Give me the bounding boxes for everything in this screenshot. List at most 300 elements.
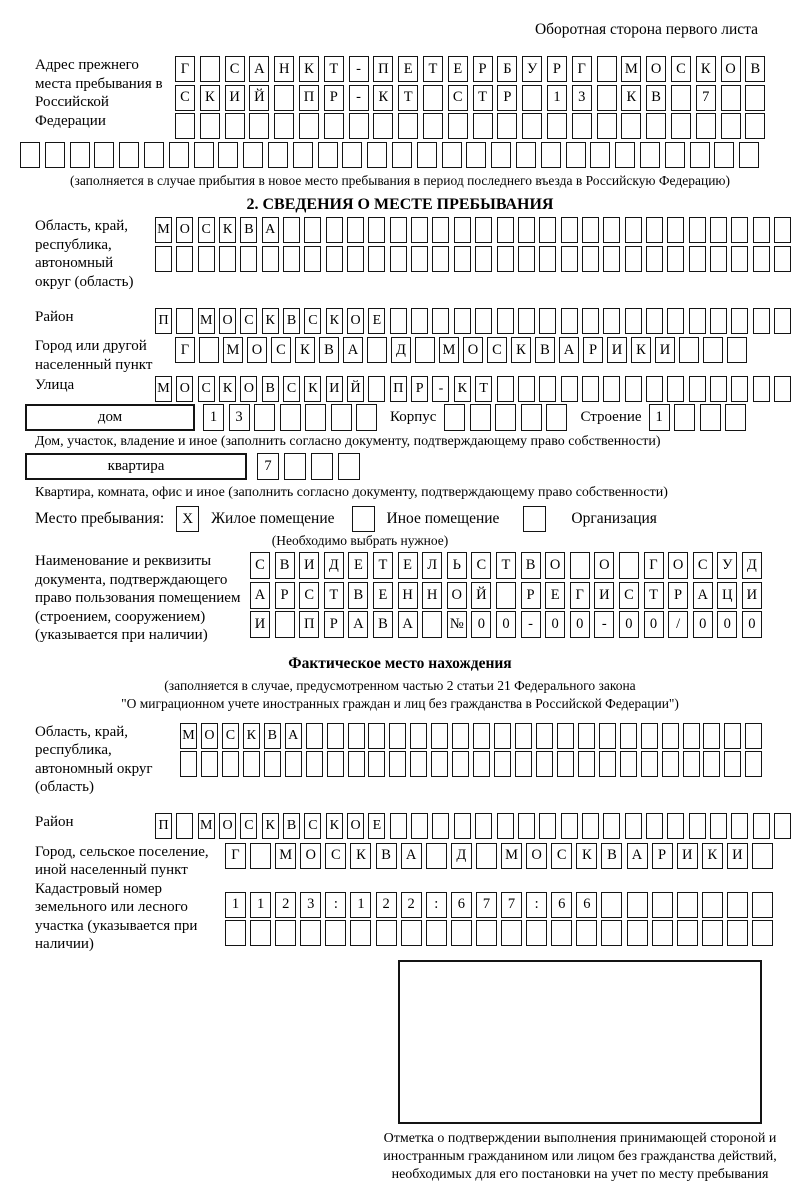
char-cell[interactable]	[225, 920, 246, 946]
char-cell[interactable]: С	[471, 552, 491, 579]
char-cell[interactable]: К	[631, 337, 651, 363]
char-cell[interactable]	[603, 308, 620, 334]
char-cell[interactable]	[274, 85, 294, 111]
char-cell[interactable]: К	[511, 337, 531, 363]
char-cell[interactable]: О	[646, 56, 666, 82]
char-cell[interactable]	[731, 308, 748, 334]
organizatsiya-checkbox[interactable]	[523, 506, 546, 532]
char-cell[interactable]: Й	[347, 376, 364, 402]
char-cell[interactable]: К	[219, 376, 236, 402]
char-cell[interactable]: К	[702, 843, 723, 869]
char-cell[interactable]	[454, 813, 471, 839]
char-cell[interactable]: Е	[368, 813, 385, 839]
char-cell[interactable]	[426, 843, 447, 869]
char-cell[interactable]	[710, 217, 727, 243]
char-cell[interactable]	[392, 142, 412, 168]
char-cell[interactable]: 0	[570, 611, 590, 638]
char-cell[interactable]	[710, 376, 727, 402]
char-cell[interactable]: О	[347, 308, 364, 334]
char-cell[interactable]	[497, 813, 514, 839]
char-cell[interactable]	[652, 920, 673, 946]
char-cell[interactable]	[541, 142, 561, 168]
char-cell[interactable]	[561, 376, 578, 402]
char-cell[interactable]	[578, 751, 595, 777]
char-cell[interactable]	[753, 813, 770, 839]
char-cell[interactable]	[576, 920, 597, 946]
char-cell[interactable]: С	[222, 723, 239, 749]
char-cell[interactable]	[452, 723, 469, 749]
char-cell[interactable]	[155, 246, 172, 272]
char-cell[interactable]	[625, 376, 642, 402]
char-cell[interactable]	[304, 217, 321, 243]
char-cell[interactable]: 6	[451, 892, 472, 918]
char-cell[interactable]: С	[448, 85, 468, 111]
char-cell[interactable]: Р	[411, 376, 428, 402]
char-cell[interactable]	[539, 246, 556, 272]
char-cell[interactable]: А	[249, 56, 269, 82]
char-cell[interactable]: Р	[324, 611, 344, 638]
char-cell[interactable]	[615, 142, 635, 168]
char-cell[interactable]: Е	[448, 56, 468, 82]
char-cell[interactable]	[601, 920, 622, 946]
char-cell[interactable]	[176, 246, 193, 272]
char-cell[interactable]	[422, 611, 442, 638]
char-cell[interactable]	[641, 751, 658, 777]
char-cell[interactable]: Г	[570, 582, 590, 609]
char-cell[interactable]: Т	[398, 85, 418, 111]
char-cell[interactable]	[646, 376, 663, 402]
char-cell[interactable]	[640, 142, 660, 168]
char-cell[interactable]	[475, 217, 492, 243]
char-cell[interactable]	[473, 113, 493, 139]
char-cell[interactable]	[218, 142, 238, 168]
char-cell[interactable]	[727, 337, 747, 363]
char-cell[interactable]	[367, 142, 387, 168]
char-cell[interactable]: А	[401, 843, 422, 869]
char-cell[interactable]	[70, 142, 90, 168]
char-cell[interactable]: Д	[742, 552, 762, 579]
char-cell[interactable]	[683, 751, 700, 777]
char-cell[interactable]	[198, 246, 215, 272]
char-cell[interactable]: А	[627, 843, 648, 869]
char-cell[interactable]: Д	[451, 843, 472, 869]
char-cell[interactable]	[249, 113, 269, 139]
char-cell[interactable]: Р	[324, 85, 344, 111]
char-cell[interactable]: О	[219, 308, 236, 334]
char-cell[interactable]	[619, 552, 639, 579]
char-cell[interactable]: Р	[497, 85, 517, 111]
char-cell[interactable]	[551, 920, 572, 946]
char-cell[interactable]	[45, 142, 65, 168]
char-cell[interactable]	[423, 85, 443, 111]
char-cell[interactable]	[389, 723, 406, 749]
char-cell[interactable]	[677, 920, 698, 946]
char-cell[interactable]: С	[225, 56, 245, 82]
char-cell[interactable]	[368, 217, 385, 243]
char-cell[interactable]: 1	[350, 892, 371, 918]
char-cell[interactable]	[390, 308, 407, 334]
char-cell[interactable]: В	[283, 308, 300, 334]
char-cell[interactable]	[466, 142, 486, 168]
char-cell[interactable]	[423, 113, 443, 139]
char-cell[interactable]	[689, 813, 706, 839]
char-cell[interactable]: 0	[693, 611, 713, 638]
char-cell[interactable]: К	[295, 337, 315, 363]
char-cell[interactable]	[299, 113, 319, 139]
char-cell[interactable]	[293, 142, 313, 168]
char-cell[interactable]: 1	[203, 404, 224, 431]
char-cell[interactable]: П	[155, 813, 172, 839]
char-cell[interactable]: 1	[225, 892, 246, 918]
char-cell[interactable]: 0	[619, 611, 639, 638]
char-cell[interactable]	[572, 113, 592, 139]
char-cell[interactable]: Н	[422, 582, 442, 609]
char-cell[interactable]: 6	[576, 892, 597, 918]
char-cell[interactable]	[539, 813, 556, 839]
char-cell[interactable]: -	[521, 611, 541, 638]
char-cell[interactable]	[311, 453, 333, 480]
char-cell[interactable]	[497, 217, 514, 243]
char-cell[interactable]	[774, 813, 791, 839]
char-cell[interactable]: С	[283, 376, 300, 402]
char-cell[interactable]	[401, 920, 422, 946]
char-cell[interactable]: Т	[644, 582, 664, 609]
char-cell[interactable]	[491, 142, 511, 168]
char-cell[interactable]	[367, 337, 387, 363]
char-cell[interactable]	[689, 376, 706, 402]
char-cell[interactable]	[582, 813, 599, 839]
char-cell[interactable]	[442, 142, 462, 168]
char-cell[interactable]: Е	[398, 552, 418, 579]
char-cell[interactable]	[497, 308, 514, 334]
char-cell[interactable]	[641, 723, 658, 749]
char-cell[interactable]: 7	[696, 85, 716, 111]
char-cell[interactable]: Г	[225, 843, 246, 869]
char-cell[interactable]	[250, 843, 271, 869]
char-cell[interactable]	[20, 142, 40, 168]
char-cell[interactable]	[516, 142, 536, 168]
char-cell[interactable]: С	[299, 582, 319, 609]
char-cell[interactable]	[518, 217, 535, 243]
char-cell[interactable]: М	[198, 308, 215, 334]
char-cell[interactable]	[625, 813, 642, 839]
char-cell[interactable]	[415, 337, 435, 363]
char-cell[interactable]	[521, 404, 542, 431]
char-cell[interactable]	[175, 113, 195, 139]
char-cell[interactable]: С	[304, 813, 321, 839]
char-cell[interactable]: А	[250, 582, 270, 609]
char-cell[interactable]: О	[201, 723, 218, 749]
char-cell[interactable]	[727, 920, 748, 946]
char-cell[interactable]: М	[439, 337, 459, 363]
char-cell[interactable]	[306, 723, 323, 749]
char-cell[interactable]: М	[223, 337, 243, 363]
char-cell[interactable]	[426, 920, 447, 946]
char-cell[interactable]: С	[304, 308, 321, 334]
char-cell[interactable]: 0	[545, 611, 565, 638]
char-cell[interactable]: К	[262, 813, 279, 839]
char-cell[interactable]: С	[619, 582, 639, 609]
char-cell[interactable]	[752, 920, 773, 946]
char-cell[interactable]	[603, 217, 620, 243]
char-cell[interactable]	[667, 308, 684, 334]
char-cell[interactable]: О	[176, 376, 193, 402]
char-cell[interactable]: О	[668, 552, 688, 579]
char-cell[interactable]	[432, 217, 449, 243]
char-cell[interactable]	[411, 246, 428, 272]
char-cell[interactable]	[494, 723, 511, 749]
char-cell[interactable]: 3	[229, 404, 250, 431]
char-cell[interactable]	[689, 217, 706, 243]
char-cell[interactable]: А	[262, 217, 279, 243]
char-cell[interactable]	[689, 308, 706, 334]
char-cell[interactable]: Н	[274, 56, 294, 82]
char-cell[interactable]: К	[576, 843, 597, 869]
char-cell[interactable]	[625, 217, 642, 243]
char-cell[interactable]	[410, 751, 427, 777]
char-cell[interactable]: 6	[551, 892, 572, 918]
char-cell[interactable]	[454, 308, 471, 334]
char-cell[interactable]	[667, 246, 684, 272]
char-cell[interactable]	[578, 723, 595, 749]
char-cell[interactable]	[677, 892, 698, 918]
char-cell[interactable]: Р	[473, 56, 493, 82]
char-cell[interactable]: В	[521, 552, 541, 579]
char-cell[interactable]: П	[390, 376, 407, 402]
char-cell[interactable]: Д	[391, 337, 411, 363]
char-cell[interactable]	[268, 142, 288, 168]
char-cell[interactable]	[646, 113, 666, 139]
char-cell[interactable]	[671, 113, 691, 139]
char-cell[interactable]	[305, 404, 326, 431]
char-cell[interactable]: 7	[257, 453, 279, 480]
char-cell[interactable]	[200, 113, 220, 139]
char-cell[interactable]	[326, 246, 343, 272]
char-cell[interactable]	[318, 142, 338, 168]
char-cell[interactable]: В	[745, 56, 765, 82]
char-cell[interactable]: Й	[249, 85, 269, 111]
char-cell[interactable]: Е	[398, 56, 418, 82]
char-cell[interactable]	[180, 751, 197, 777]
char-cell[interactable]	[262, 246, 279, 272]
char-cell[interactable]	[627, 892, 648, 918]
char-cell[interactable]: Т	[475, 376, 492, 402]
char-cell[interactable]: Е	[368, 308, 385, 334]
char-cell[interactable]: 7	[476, 892, 497, 918]
char-cell[interactable]	[667, 813, 684, 839]
char-cell[interactable]	[620, 723, 637, 749]
char-cell[interactable]	[724, 723, 741, 749]
char-cell[interactable]	[432, 308, 449, 334]
char-cell[interactable]	[671, 85, 691, 111]
char-cell[interactable]	[368, 246, 385, 272]
char-cell[interactable]: М	[180, 723, 197, 749]
char-cell[interactable]: Г	[644, 552, 664, 579]
char-cell[interactable]	[476, 843, 497, 869]
char-cell[interactable]	[300, 920, 321, 946]
char-cell[interactable]: И	[326, 376, 343, 402]
char-cell[interactable]	[597, 56, 617, 82]
char-cell[interactable]: -	[349, 56, 369, 82]
char-cell[interactable]: Р	[652, 843, 673, 869]
char-cell[interactable]: И	[607, 337, 627, 363]
char-cell[interactable]	[515, 723, 532, 749]
char-cell[interactable]: П	[373, 56, 393, 82]
char-cell[interactable]: 3	[300, 892, 321, 918]
char-cell[interactable]	[603, 246, 620, 272]
char-cell[interactable]	[432, 246, 449, 272]
char-cell[interactable]	[662, 723, 679, 749]
char-cell[interactable]	[326, 217, 343, 243]
char-cell[interactable]: С	[240, 308, 257, 334]
char-cell[interactable]	[582, 308, 599, 334]
char-cell[interactable]	[390, 813, 407, 839]
char-cell[interactable]	[275, 611, 295, 638]
char-cell[interactable]	[582, 376, 599, 402]
char-cell[interactable]: 1	[547, 85, 567, 111]
char-cell[interactable]: Ь	[447, 552, 467, 579]
char-cell[interactable]	[119, 142, 139, 168]
char-cell[interactable]	[347, 217, 364, 243]
char-cell[interactable]: 3	[572, 85, 592, 111]
char-cell[interactable]: Б	[497, 56, 517, 82]
char-cell[interactable]	[700, 404, 721, 431]
char-cell[interactable]	[557, 751, 574, 777]
char-cell[interactable]: О	[347, 813, 364, 839]
char-cell[interactable]: Е	[348, 552, 368, 579]
char-cell[interactable]	[724, 751, 741, 777]
char-cell[interactable]	[753, 308, 770, 334]
char-cell[interactable]: 0	[742, 611, 762, 638]
char-cell[interactable]: К	[262, 308, 279, 334]
char-cell[interactable]: П	[155, 308, 172, 334]
char-cell[interactable]	[444, 404, 465, 431]
char-cell[interactable]	[284, 453, 306, 480]
char-cell[interactable]	[561, 813, 578, 839]
char-cell[interactable]	[274, 113, 294, 139]
char-cell[interactable]: М	[501, 843, 522, 869]
char-cell[interactable]: Р	[521, 582, 541, 609]
char-cell[interactable]	[349, 113, 369, 139]
char-cell[interactable]: В	[535, 337, 555, 363]
char-cell[interactable]	[625, 308, 642, 334]
char-cell[interactable]	[495, 404, 516, 431]
char-cell[interactable]	[327, 751, 344, 777]
char-cell[interactable]: М	[621, 56, 641, 82]
char-cell[interactable]	[348, 751, 365, 777]
char-cell[interactable]	[280, 404, 301, 431]
char-cell[interactable]	[665, 142, 685, 168]
char-cell[interactable]	[745, 113, 765, 139]
char-cell[interactable]	[431, 751, 448, 777]
char-cell[interactable]	[225, 113, 245, 139]
char-cell[interactable]	[703, 751, 720, 777]
char-cell[interactable]: К	[326, 813, 343, 839]
char-cell[interactable]: М	[155, 217, 172, 243]
char-cell[interactable]	[667, 217, 684, 243]
char-cell[interactable]: С	[271, 337, 291, 363]
char-cell[interactable]	[201, 751, 218, 777]
char-cell[interactable]: Т	[373, 552, 393, 579]
char-cell[interactable]	[390, 217, 407, 243]
char-cell[interactable]	[194, 142, 214, 168]
char-cell[interactable]	[515, 751, 532, 777]
char-cell[interactable]	[283, 217, 300, 243]
char-cell[interactable]: С	[487, 337, 507, 363]
char-cell[interactable]: Г	[175, 337, 195, 363]
char-cell[interactable]	[169, 142, 189, 168]
char-cell[interactable]: А	[348, 611, 368, 638]
char-cell[interactable]	[727, 892, 748, 918]
char-cell[interactable]: П	[299, 85, 319, 111]
char-cell[interactable]: Д	[324, 552, 344, 579]
char-cell[interactable]	[745, 723, 762, 749]
char-cell[interactable]: А	[693, 582, 713, 609]
inoe-checkbox[interactable]	[352, 506, 375, 532]
char-cell[interactable]: 1	[250, 892, 271, 918]
char-cell[interactable]: С	[250, 552, 270, 579]
char-cell[interactable]: К	[304, 376, 321, 402]
char-cell[interactable]	[250, 920, 271, 946]
char-cell[interactable]	[561, 246, 578, 272]
char-cell[interactable]	[536, 723, 553, 749]
char-cell[interactable]: И	[299, 552, 319, 579]
char-cell[interactable]	[597, 85, 617, 111]
char-cell[interactable]: С	[198, 376, 215, 402]
char-cell[interactable]	[752, 843, 773, 869]
char-cell[interactable]	[243, 751, 260, 777]
char-cell[interactable]	[518, 376, 535, 402]
char-cell[interactable]: К	[200, 85, 220, 111]
char-cell[interactable]: У	[717, 552, 737, 579]
char-cell[interactable]: О	[247, 337, 267, 363]
char-cell[interactable]	[331, 404, 352, 431]
char-cell[interactable]: К	[350, 843, 371, 869]
char-cell[interactable]	[731, 246, 748, 272]
char-cell[interactable]	[200, 56, 220, 82]
char-cell[interactable]: 0	[496, 611, 516, 638]
char-cell[interactable]	[696, 113, 716, 139]
char-cell[interactable]: С	[551, 843, 572, 869]
char-cell[interactable]: К	[454, 376, 471, 402]
char-cell[interactable]	[475, 813, 492, 839]
char-cell[interactable]: -	[594, 611, 614, 638]
char-cell[interactable]: У	[522, 56, 542, 82]
char-cell[interactable]: С	[325, 843, 346, 869]
char-cell[interactable]	[356, 404, 377, 431]
char-cell[interactable]	[774, 217, 791, 243]
char-cell[interactable]	[774, 308, 791, 334]
char-cell[interactable]: В	[319, 337, 339, 363]
char-cell[interactable]	[417, 142, 437, 168]
char-cell[interactable]	[176, 308, 193, 334]
char-cell[interactable]	[398, 113, 418, 139]
char-cell[interactable]: Р	[583, 337, 603, 363]
char-cell[interactable]	[368, 376, 385, 402]
char-cell[interactable]: П	[299, 611, 319, 638]
char-cell[interactable]: 0	[717, 611, 737, 638]
char-cell[interactable]	[473, 723, 490, 749]
char-cell[interactable]	[494, 751, 511, 777]
char-cell[interactable]: :	[325, 892, 346, 918]
char-cell[interactable]	[285, 751, 302, 777]
char-cell[interactable]	[646, 217, 663, 243]
char-cell[interactable]	[431, 723, 448, 749]
char-cell[interactable]: К	[299, 56, 319, 82]
char-cell[interactable]	[432, 813, 449, 839]
char-cell[interactable]	[496, 582, 516, 609]
char-cell[interactable]: И	[594, 582, 614, 609]
